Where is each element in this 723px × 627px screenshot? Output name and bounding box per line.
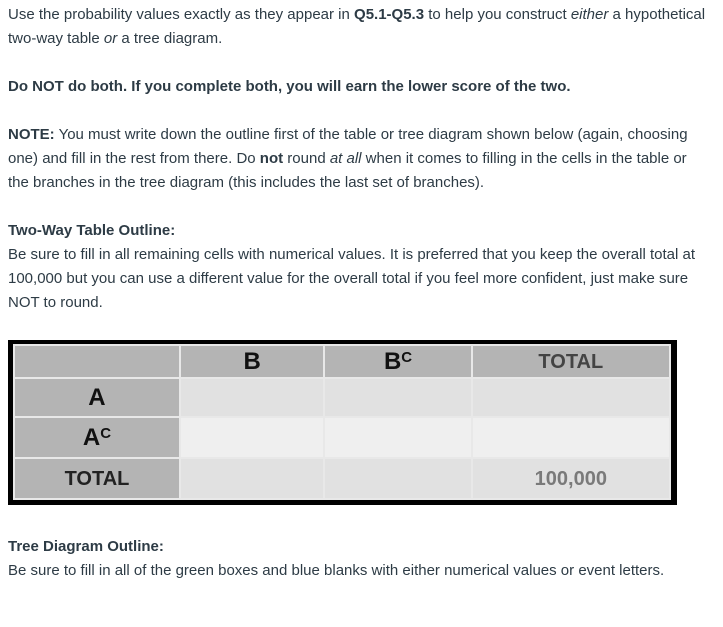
cell-a-total[interactable] bbox=[473, 379, 669, 416]
note-label: NOTE: bbox=[8, 126, 55, 143]
grand-total-cell: 100,000 bbox=[473, 459, 669, 498]
question-reference: Q5.1-Q5.3 bbox=[354, 6, 425, 23]
cell-a-b[interactable] bbox=[181, 379, 324, 416]
tree-heading: Tree Diagram Outline: bbox=[8, 538, 164, 555]
cell-total-b[interactable] bbox=[181, 459, 324, 498]
cell-ac-b[interactable] bbox=[181, 418, 324, 457]
warning-paragraph: Do NOT do both. If you complete both, you will earn the lower score of the two. bbox=[8, 78, 571, 95]
instructions-content bbox=[8, 3, 708, 315]
row-header-a-complement: $A^C$ bbox=[15, 418, 179, 457]
col-header-b-complement: $B^C$ bbox=[325, 346, 470, 377]
row-header-a: A bbox=[15, 379, 179, 416]
corner-cell bbox=[15, 346, 179, 377]
cell-ac-total[interactable] bbox=[473, 418, 669, 457]
col-header-b: B bbox=[181, 346, 324, 377]
note-paragraph: NOTE: You must write down the outline first of the table or tree diagram shown below (again, choosing one) and fill in the rest from there. Do not round at all when it comes to filling in the cells in the table or the branches in the tree diagram (this includes the last set of branches). bbox=[8, 126, 688, 191]
tree-instructions: Be sure to fill in all of the green boxes and blue blanks with either numerical values or event letters. bbox=[8, 562, 665, 579]
cell-ac-bc[interactable] bbox=[325, 418, 470, 457]
intro-paragraph: Use the probability values exactly as they appear in Q5.1-Q5.3 to help you construct either a hypothetical two-way table or a tree diagram. bbox=[8, 6, 706, 47]
col-header-total: TOTAL bbox=[473, 346, 669, 377]
cell-total-bc[interactable] bbox=[325, 459, 470, 498]
two-way-instructions: Be sure to fill in all remaining cells with numerical values. It is preferred that you keep the overall total at 100,000 but you can use a different value for the overall total if you feel more confident, just make sure NOT to round. bbox=[8, 246, 695, 311]
cell-a-bc[interactable] bbox=[325, 379, 470, 416]
two-way-heading: Two-Way Table Outline: bbox=[8, 222, 176, 239]
row-header-total: TOTAL bbox=[15, 459, 179, 498]
tree-diagram-section bbox=[8, 535, 708, 583]
two-way-table bbox=[13, 344, 671, 500]
two-way-table-frame bbox=[8, 340, 677, 505]
